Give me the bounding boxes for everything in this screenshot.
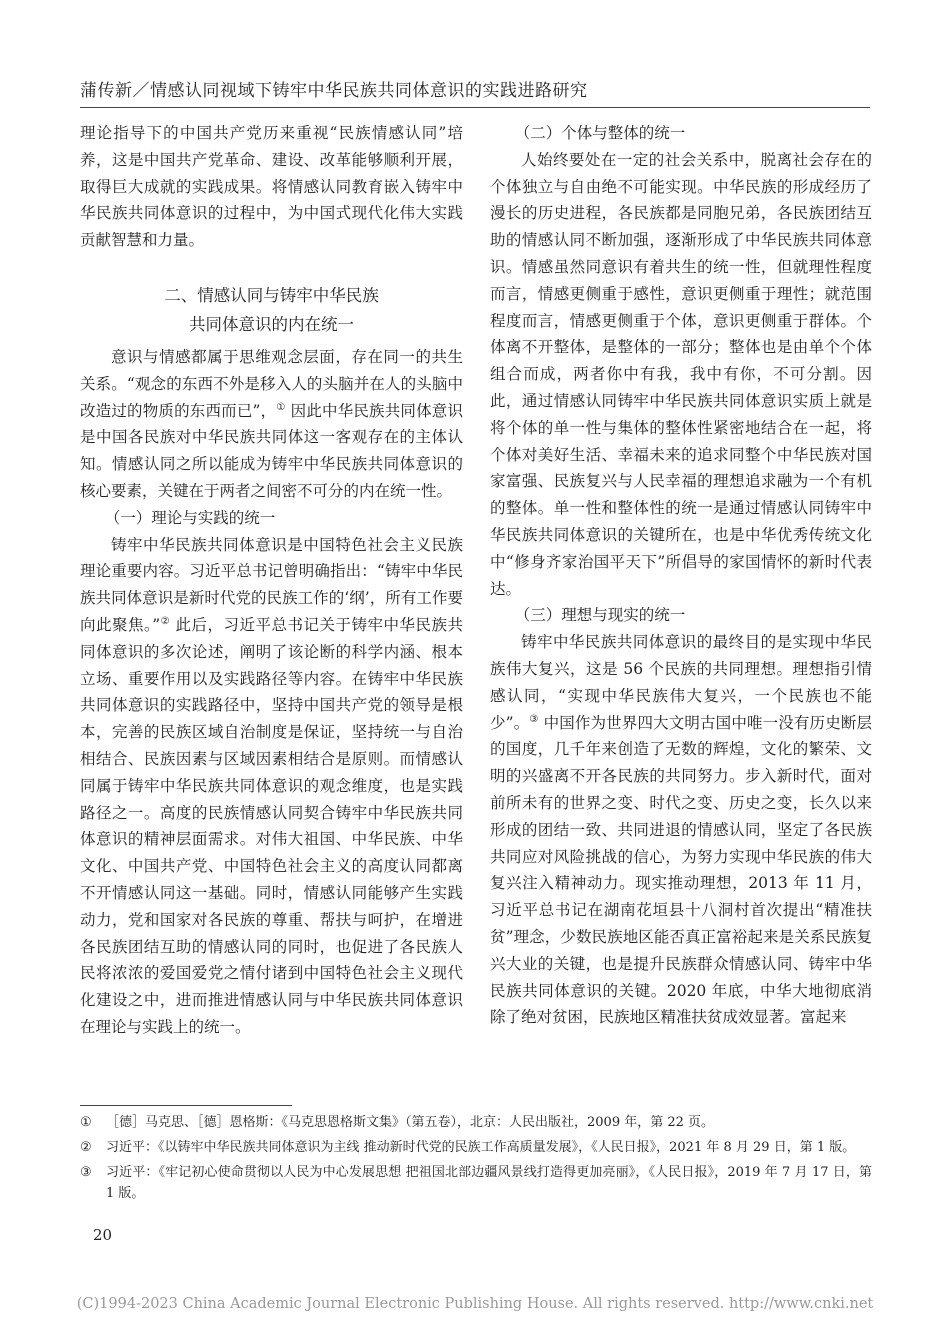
section-title-line-1: 二、情感认同与铸牢中华民族 <box>164 285 379 305</box>
intro-paragraph: 理论指导下的中国共产党历来重视“民族情感认同”培养，这是中国共产党革命、建设、改革能够顺利开展，取得巨大成就的实践成果。将情感认同教育嵌入铸牢中华民族共同体意识的过程中，为中国式现代化伟大实践贡献智慧和力量。 <box>80 124 463 250</box>
paragraph-text: 因此中华民族共同体意识是中国各民族对中华民族共同体这一客观存在的主体认知。情感认同之所以能成为铸牢中华民族共同体意识的核心要素，关键在于两者之间密不可分的内在统一性。 <box>80 401 463 500</box>
footnote-text: ［德］马克思、［德］恩格斯：《马克思恩格斯文集》（第五卷），北京：人民出版社，2009 年，第 22 页。 <box>106 1115 715 1130</box>
footnote-ref-1: ① <box>276 401 286 413</box>
paragraph-theory-practice <box>80 532 463 1041</box>
footnotes <box>80 1112 872 1208</box>
footnote-mark: ① <box>80 1115 92 1130</box>
subsection-title-ideal-reality: （三）理想与现实的统一 <box>514 606 686 625</box>
section-title <box>80 282 463 338</box>
header-divider <box>80 107 870 108</box>
footnote-item <box>80 1137 872 1158</box>
subsection-title-individual-whole: （二）个体与整体的统一 <box>514 124 686 142</box>
paragraph-text: 铸牢中华民族共同体意识的最终目的是实现中华民族伟大复兴，这是 56 个民族的共同理想。理想指引情感认同，“实现中华民族伟大复兴，一个民族也不能少”。 <box>490 633 872 732</box>
footnote-text: 习近平：《以铸牢中华民族共同体意识为主线 推动新时代党的民族工作高质量发展》，《人民日报》，2021 年 8 月 29 日，第 1 版。 <box>106 1140 856 1155</box>
footnote-divider <box>80 1105 292 1106</box>
section-title-line-2: 共同体意识的内在统一 <box>189 314 354 334</box>
subsection-title-theory-practice: （一）理论与实践的统一 <box>104 508 276 527</box>
footnote-ref-3: ③ <box>529 713 539 725</box>
footnote-text: 习近平：《牢记初心使命贯彻以人民为中心发展思想 把祖国北部边疆风景线打造得更加亮丽》，《人民日报》，2019 年 7 月 17 日，第 1 版。 <box>106 1165 872 1201</box>
footnote-item <box>80 1162 872 1204</box>
paragraph-consciousness-emotion <box>80 344 463 505</box>
footnote-ref-2: ② <box>160 615 171 627</box>
copyright-notice: (C)1994-2023 China Academic Journal Electronic Publishing House. All rights reserved. http://www.cnki.net <box>76 1296 874 1312</box>
paragraph-text: 意识与情感都属于思维观念层面，存在同一的共生关系。“观念的东西不外是移入人的头脑并在人的头脑中改造过的物质的东西而已”， <box>80 347 463 420</box>
paragraph-ideal-reality <box>490 629 872 1031</box>
footnote-item <box>80 1112 872 1133</box>
paragraph-text: 铸牢中华民族共同体意识是中国特色社会主义民族理论重要内容。习近平总书记曾明确指出：“铸牢中华民族共同体意识是新时代党的民族工作的‘纲’，所有工作要向此聚焦。” <box>80 535 463 634</box>
paragraph-text: 此后，习近平总书记关于铸牢中华民族共同体意识的多次论述，阐明了该论断的科学内涵、根本立场、重要作用以及实践路径等内容。在铸牢中华民族共同体意识的实践路径中，坚持中国共产党的领导是根本，完善的民族区域自治制度是保证，坚持统一与自治相结合、民族因素与区域因素相结合是原则。而情感认同属于铸牢中华民族共同体意识的观念维度，也是实践路径之一。高度的民族情感认同契合铸牢中华民族共同体意识的精神层面需求。对伟大祖国、中华民族、中华文化、中国共产党、中国特色社会主义的高度认同都离不开情感认同这一基础。同时，情感认同能够产生实践动力，党和国家对各民族的尊重、帮扶与呵护，在增进各民族团结互助的情感认同的同时，也促进了各民族人民将浓浓的爱国爱党之情付诸到中国特色社会主义现代化建设之中，进而推进情感认同与中华民族共同体意识在理论与实践上的统一。 <box>80 615 463 1036</box>
paragraph-text: 中国作为世界四大文明古国中唯一没有历史断层的国度，几千年来创造了无数的辉煌，文化的繁荣、文明的兴盛离不开各民族的共同努力。步入新时代，面对前所未有的世界之变、时代之变、历史之变，长久以来形成的团结一致、共同进退的情感认同，坚定了各民族共同应对风险挑战的信心，为努力实现中华民族的伟大复兴注入精神动力。现实推动理想，2013 年 11 月，习近平总书记在湖南花垣县十八洞村首次提出“精准扶贫”理念，少数民族地区能否真正富裕起来是关系民族复兴大业的关键，也是提升民族群众情感认同、铸牢中华民族共同体意识的关键。2020 年底，中华大地彻底消除了绝对贫困，民族地区精准扶贫成效显著。富起来 <box>490 713 872 1027</box>
footnote-mark: ② <box>80 1140 92 1155</box>
right-column <box>490 120 872 1031</box>
running-title: 蒲传新／情感认同视域下铸牢中华民族共同体意识的实践进路研究 <box>80 81 588 101</box>
footnote-mark: ③ <box>80 1165 92 1180</box>
paragraph-individual-whole: 人始终要处在一定的社会关系中，脱离社会存在的个体独立与自由绝不可能实现。中华民族的形成经历了漫长的历史进程，各民族都是同胞兄弟，各民族团结互助的情感认同不断加强，逐渐形成了中华民族共同体意识。情感虽然同意识有着共生的统一性，但就理性程度而言，情感更侧重于感性，意识更侧重于理性；就范围程度而言，情感更侧重于个体，意识更侧重于群体。个体离不开整体，是整体的一部分；整体也是由单个个体组合而成，两者你中有我，我中有你，不可分割。因此，通过情感认同铸牢中华民族共同体意识实质上就是将个体的单一性与集体的整体性紧密地结合在一起，将个体对美好生活、幸福未来的追求同整个中华民族对国家富强、民族复兴与人民幸福的理想追求融为一个有机的整体。单一性和整体性的统一是通过情感认同铸牢中华民族共同体意识的关键所在，也是中华优秀传统文化中“修身齐家治国平天下”所倡导的家国情怀的新时代表达。 <box>490 150 872 598</box>
left-column <box>80 120 463 1041</box>
page-number: 20 <box>93 1226 113 1244</box>
